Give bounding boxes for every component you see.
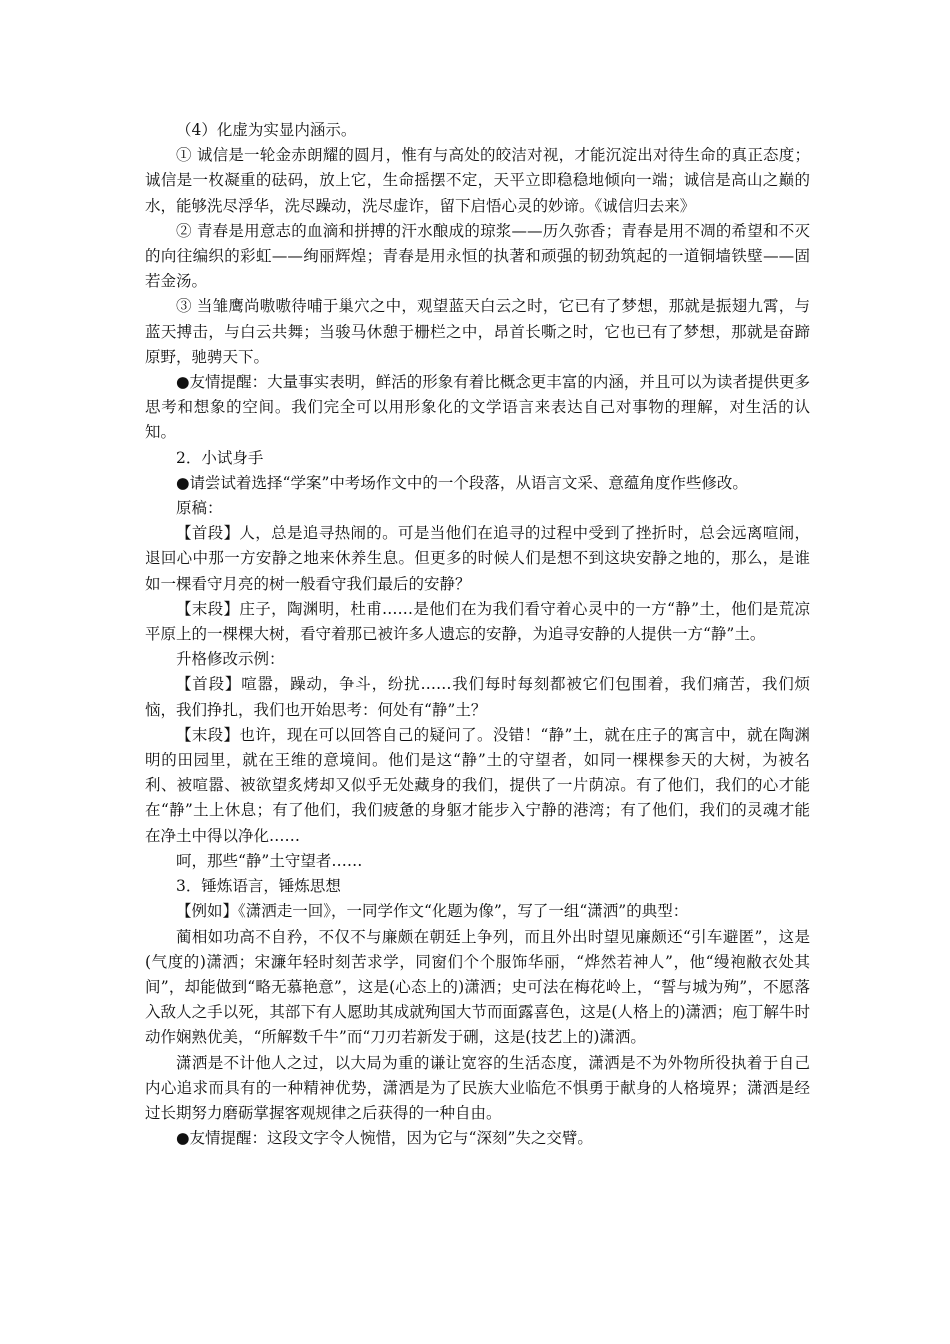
summary-paragraph: 潇洒是不计他人之过，以大局为重的谦让宽容的生活态度，潇洒是不为外物所役执着于自己内心追求而具有的一种精神优势，潇洒是为了民族大业临危不惧勇于献身的人格境界；潇洒是经过长期努力磨砺掌握客观规律之后获得的一种自由。: [145, 1053, 810, 1122]
example-paragraph-3: ③ 当雏鹰尚嗷嗷待哺于巢穴之中，观望蓝天白云之时，它已有了梦想，那就是振翅九霄，与蓝天搏击，与白云共舞；当骏马休憩于栅栏之中，昂首长嘶之时，它也已有了梦想，那就是奋蹄原野，驰骋天下。: [145, 297, 810, 366]
closing-line: 呵，那些“静”土守望者……: [176, 851, 363, 870]
instruction-paragraph: ●请尝试着选择“学案”中考场作文中的一个段落，从语言文采、意蕴角度作些修改。: [176, 473, 748, 492]
section-heading-3: 3．锤炼语言，锤炼思想: [176, 877, 341, 896]
original-label: 原稿：: [176, 499, 223, 518]
document-body: [145, 118, 810, 1151]
subheading-4: （4）化虚为实显内涵示。: [176, 121, 357, 139]
original-first-paragraph: 【首段】人，总是追寻热闹的。可是当他们在追寻的过程中受到了挫折时，总会远离喧闹，退回心中那一方安静之地来休养生息。但更多的时候人们是想不到这块安静之地的，那么，是谁如一棵看守月亮的树一般看守我们最后的安静？: [145, 524, 810, 593]
original-last-paragraph: 【末段】庄子，陶渊明，杜甫……是他们在为我们看守着心灵中的一方“静”土，他们是荒凉平原上的一棵棵大树，看守着那已被许多人遗忘的安静，为追寻安静的人提供一方“静”土。: [145, 599, 810, 644]
revised-first-paragraph: 【首段】喧嚣，躁动，争斗，纷扰……我们每时每刻都被它们包围着，我们痛苦，我们烦恼，我们挣扎，我们也开始思考：何处有“静”土？: [145, 675, 810, 719]
revision-label: 升格修改示例：: [176, 650, 285, 669]
tip-paragraph-2: ●友情提醒：这段文字令人惋惜，因为它与“深刻”失之交臂。: [176, 1129, 593, 1148]
example-body-paragraph: 蔺相如功高不自矜，不仅不与廉颇在朝廷上争列，而且外出时望见廉颇还“引车避匿”，这是(气度的)潇洒；宋濂年轻时刻苦求学，同窗们个个服饰华丽，“烨然若神人”，他“缦袍敝衣处其间”，却能做到“略无慕艳意”，这是(心态上的)潇洒；史可法在梅花岭上，“誓与城为殉”，不愿落入敌人之手以死，其部下有人愿助其成就殉国大节而面露喜色，这是(人格上的)潇洒；庖丁解牛时动作娴熟优美，“所解数千牛”而“刀刃若新发于硎，这是(技艺上的)潇洒。: [145, 927, 810, 1047]
revised-last-paragraph: 【末段】也许，现在可以回答自己的疑问了。没错！“静”土，就在庄子的寓言中，就在陶渊明的田园里，就在王维的意境间。他们是这“静”土的守望者，如同一棵棵参天的大树，为被名利、被喧嚣、被欲望炙烤却又似乎无处藏身的我们，提供了一片荫凉。有了他们，我们的心才能在“静”土上休息；有了他们，我们疲惫的身躯才能步入宁静的港湾；有了他们，我们的灵魂才能在净土中得以净化……: [145, 725, 810, 845]
section-heading-2: 2．小试身手: [176, 448, 264, 467]
example-paragraph-1: ① 诚信是一轮金赤朗耀的圆月，惟有与高处的皎洁对视，才能沉淀出对待生命的真正态度；诚信是一枚凝重的砝码，放上它，生命摇摆不定，天平立即稳稳地倾向一端；诚信是高山之巅的水，能够洗尽浮华，洗尽躁动，洗尽虚诈，留下启悟心灵的妙谛。《诚信归去来》: [145, 146, 810, 215]
example-paragraph-2: ② 青春是用意志的血滴和拼搏的汗水酿成的琼浆——历久弥香；青春是用不凋的希望和不灭的向往编织的彩虹——绚丽辉煌；青春是用永恒的执著和顽强的韧劲筑起的一道铜墙铁壁——固若金汤。: [145, 221, 810, 291]
example-intro: 【例如】《潇洒走一回》，一同学作文“化题为像”，写了一组“潇洒”的典型：: [176, 902, 689, 921]
tip-paragraph-1: ●友情提醒：大量事实表明，鲜活的形象有着比概念更丰富的内涵，并且可以为读者提供更多思考和想象的空间。我们完全可以用形象化的文学语言来表达自己对事物的理解，对生活的认知。: [145, 373, 810, 442]
